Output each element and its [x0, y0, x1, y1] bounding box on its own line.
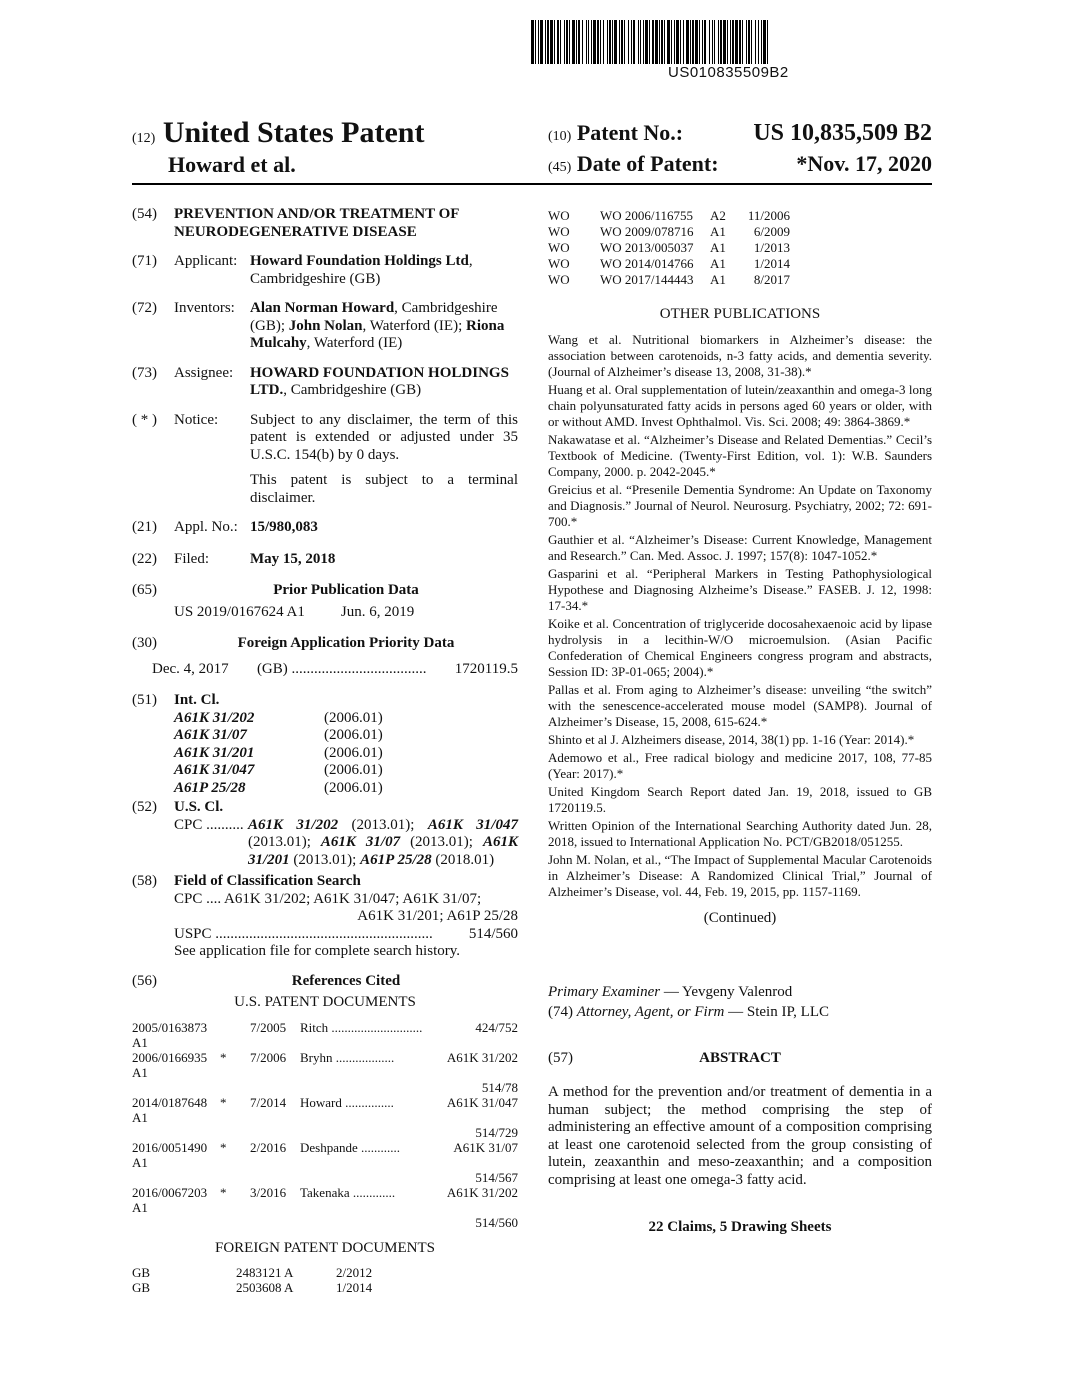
foreign-ref-country: GB: [132, 1280, 151, 1295]
us-ref-no: 2016/0067203 A1: [132, 1184, 208, 1215]
header-right: [548, 120, 932, 181]
wo-ref-country: WO: [548, 208, 570, 223]
document-title: United States Patent: [162, 116, 425, 149]
us-ref-star: *: [220, 1094, 227, 1110]
us-ref-class: A61K 31/202: [446, 1049, 518, 1065]
intcl-code: A61K 31/07: [174, 727, 247, 743]
inventor-2-loc: , Waterford (IE);: [362, 317, 467, 334]
fcs-uspc-label: USPC ..........................................................: [174, 925, 433, 942]
other-pub: Pallas et al. From aging to Alzheimer’s disease: unveiling “the switch” with the senescence-accelerated mouse model (SAMP8). Journal of Alzheimer’s Disease, 15, 2008, 615-624.*: [548, 682, 932, 729]
wo-ref-row: [548, 224, 932, 240]
abstract-text: A method for the prevention and/or treatment of dementia in a human subject; the method comprising the step of administering an effective amount of a composition comprising at least one carotenoid selected from the group consisting of lutein, zeaxanthin and meso-zeaxanthin; and a composition comprising at least one omega-3 fatty acid.: [548, 1084, 932, 1188]
intcl-code: A61P 25/28: [174, 779, 246, 796]
notice-text-1: Subject to any disclaimer, the term of this patent is extended or adjusted under 35 U.S.C. 154(b) by 0 days.: [250, 411, 518, 463]
us-ref-row: [132, 1020, 518, 1050]
wo-ref-kind: A2: [710, 208, 726, 223]
us-ref-no: 2006/0166935 A1: [132, 1049, 208, 1080]
us-ref-star: *: [220, 1049, 227, 1065]
wo-ref-no: WO 2013/005037: [600, 240, 694, 255]
cpc-4-ver: (2013.01);: [289, 851, 361, 868]
us-ref-subclass: 514/729: [475, 1124, 518, 1140]
us-ref-star: *: [220, 1139, 227, 1155]
wo-ref-row: [548, 272, 932, 288]
foreign-priority-field: [132, 635, 518, 653]
fcs-cpc-line-1: CPC .... A61K 31/202; A61K 31/047; A61K 31/07;: [174, 890, 482, 907]
code-58: (58): [132, 873, 157, 889]
notice-label: Notice:: [174, 411, 219, 428]
applicant-label: Applicant:: [174, 253, 238, 269]
wo-ref-country: WO: [548, 272, 570, 287]
wo-ref-date: 6/2009: [753, 224, 790, 239]
applicant-name: Howard Foundation Holdings Ltd: [250, 253, 469, 269]
us-ref-class: A61K 31/047: [446, 1094, 518, 1110]
wo-ref-date: 1/2013: [753, 240, 790, 255]
cpc-2-ver: (2013.01);: [248, 834, 321, 850]
intcl-version: (2006.01): [324, 762, 383, 778]
right-column: [548, 208, 932, 1235]
wo-ref-kind: A1: [710, 256, 726, 271]
other-pub: Nakawatase et al. “Alzheimer’s Disease and Related Dementias.” Cecil’s Textbook of Medicine. (Twenty-First Edition, vol. 1): W.B. Saunders Company, 2000. p. 2042-2045.*: [548, 432, 932, 479]
intcl-field: [132, 692, 518, 710]
us-ref-star: [220, 1020, 250, 1050]
invention-title: PREVENTION AND/OR TREATMENT OF NEURODEGENERATIVE DISEASE: [174, 206, 459, 240]
wo-ref-no: WO 2006/116755: [600, 208, 694, 223]
us-ref-date: 7/2006: [250, 1049, 287, 1065]
wo-ref-country: WO: [548, 224, 570, 239]
prior-pub-date: Jun. 6, 2019: [340, 603, 415, 620]
foreign-ref-date: 1/2014: [336, 1280, 373, 1295]
cpc-3-ver: (2013.01);: [400, 834, 483, 850]
code-52: (52): [132, 799, 157, 815]
other-pub: Written Opinion of the International Searching Authority dated Jun. 28, 2018, issued to International Application No. PCT/GB2018/051255.: [548, 818, 932, 849]
title-field: [132, 206, 518, 241]
cpc-prefix: CPC ..........: [174, 816, 244, 833]
intcl-code: A61K 31/201: [174, 744, 255, 761]
inventors-label: Inventors:: [174, 300, 235, 316]
other-pub: Shinto et al J. Alzheimers disease, 2014, 38(1) pp. 1-16 (Year: 2014).*: [548, 732, 915, 747]
cpc-3: A61K 31/07: [320, 834, 401, 850]
intcl-row: [174, 727, 518, 745]
intcl-list: [174, 710, 518, 798]
code-45: (45): [548, 160, 572, 175]
assignee-location: , Cambridgeshire (GB): [283, 382, 422, 398]
wo-refs-list: [548, 208, 932, 288]
wo-ref-country: WO: [548, 256, 570, 271]
us-ref-row: [132, 1185, 518, 1215]
patent-number: US 10,835,509 B2: [753, 120, 932, 146]
filed-field: [132, 551, 518, 569]
patent-date: *Nov. 17, 2020: [796, 151, 932, 176]
us-ref-class: A61K 31/202: [446, 1184, 518, 1200]
abstract-heading: ABSTRACT: [699, 1050, 781, 1066]
filed-label: Filed:: [174, 550, 210, 567]
cpc-2: A61K 31/047: [427, 816, 518, 833]
us-ref-date: 3/2016: [250, 1184, 287, 1200]
foreign-ref-country: GB: [132, 1265, 151, 1280]
wo-ref-country: WO: [548, 240, 570, 255]
header-rule: [132, 183, 932, 185]
cpc-1-ver: (2013.01);: [338, 816, 428, 833]
assignee-field: [132, 365, 518, 400]
barcode-number: US010835509B2: [668, 64, 789, 81]
foreign-docs-heading: FOREIGN PATENT DOCUMENTS: [214, 1239, 436, 1256]
appl-label: Appl. No.:: [174, 519, 238, 535]
prior-pub-number: US 2019/0167624 A1: [174, 603, 305, 620]
wo-ref-kind: A1: [710, 224, 726, 239]
inventors-field: [132, 300, 518, 353]
code-74: (74): [548, 1004, 573, 1020]
us-ref-star: *: [220, 1184, 227, 1200]
us-ref-name: Howard ...............: [300, 1094, 394, 1110]
notice-text-2: This patent is subject to a terminal disclaimer.: [250, 472, 518, 506]
code-57: (57): [548, 1050, 573, 1066]
foreign-ref-no: 2483121 A: [236, 1265, 294, 1280]
field-search: [132, 873, 518, 891]
applicant-location: , Cambridgeshire (GB): [250, 253, 473, 287]
intcl-row: [174, 780, 518, 798]
assignee-label: Assignee:: [174, 364, 234, 381]
us-ref-name: Bryhn ..................: [300, 1049, 395, 1065]
code-21: (21): [132, 519, 157, 535]
foreign-refs-list: [132, 1265, 518, 1295]
field-search-body: [174, 891, 518, 961]
intcl-version: (2006.01): [324, 744, 383, 761]
foreign-priority-row: [152, 661, 518, 679]
prior-pub-field: [132, 582, 518, 600]
us-ref-row: [132, 1050, 518, 1080]
wo-ref-no: WO 2014/014766: [600, 256, 694, 271]
foreign-priority-date: Dec. 4, 2017: [152, 660, 229, 677]
left-column: [132, 206, 518, 1295]
us-ref-name: Ritch ............................: [300, 1019, 423, 1035]
intcl-label: Int. Cl.: [174, 692, 220, 708]
code-54: (54): [132, 206, 157, 222]
us-ref-subclass: 514/567: [475, 1169, 518, 1185]
date-label: Date of Patent:: [576, 151, 719, 176]
wo-ref-date: 11/2006: [747, 208, 790, 223]
cpc-1: A61K 31/202: [248, 816, 339, 833]
intcl-code: A61K 31/202: [174, 709, 255, 726]
foreign-ref-no: 2503608 A: [236, 1280, 294, 1295]
foreign-priority-country: (GB) ....................................: [256, 660, 427, 677]
attorney-label: Attorney, Agent, or Firm: [576, 1004, 725, 1020]
code-22: (22): [132, 550, 157, 567]
uscl-field: [132, 799, 518, 817]
wo-ref-row: [548, 208, 932, 224]
wo-ref-kind: A1: [710, 272, 726, 287]
refs-cited-field: [132, 973, 518, 991]
foreign-priority-number: 1720119.5: [454, 660, 518, 677]
inventor-3-loc: , Waterford (IE): [306, 335, 403, 351]
applicant-field: [132, 253, 518, 288]
inventor-2: John Nolan: [288, 317, 363, 334]
us-ref-no: 2016/0051490 A1: [132, 1139, 208, 1170]
us-ref-class: 424/752: [475, 1019, 518, 1035]
intcl-code: A61K 31/047: [174, 762, 255, 778]
wo-ref-no: WO 2009/078716: [600, 224, 694, 239]
attorney-name: — Stein IP, LLC: [724, 1004, 829, 1020]
other-pub: Wang et al. Nutritional biomarkers in Alzheimer’s disease: the association between carotenoids, n-3 fatty acids, and dementia severity. (Journal of Alzheimer’s disease 13, 2008, 31-38).*: [548, 332, 932, 379]
foreign-ref-row: [132, 1280, 518, 1295]
us-ref-name: Deshpande ............: [300, 1139, 401, 1155]
us-ref-no: 2014/0187648 A1: [132, 1094, 208, 1125]
intcl-row: [174, 745, 518, 763]
appl-number: 15/980,083: [250, 519, 318, 535]
refs-heading: References Cited: [291, 972, 401, 989]
other-pubs-heading: OTHER PUBLICATIONS: [659, 306, 821, 322]
code-notice: ( * ): [132, 411, 157, 428]
foreign-ref-row: [132, 1265, 518, 1280]
us-refs-list: [132, 1020, 518, 1230]
us-ref-date: 2/2016: [250, 1139, 287, 1155]
code-51: (51): [132, 692, 157, 708]
cpc-5: A61P 25/28: [360, 851, 432, 868]
intcl-row: [174, 710, 518, 728]
other-pub: Ademowo et al., Free radical biology and medicine 2017, 108, 77-85 (Year: 2017).*: [548, 750, 932, 781]
code-73: (73): [132, 364, 157, 381]
field-search-label: Field of Classification Search: [174, 873, 361, 889]
prior-pub-row: [174, 604, 518, 622]
inventor-3: Riona Mulcahy: [250, 317, 505, 351]
us-ref-subclass: 514/560: [475, 1214, 518, 1230]
wo-ref-date: 1/2014: [753, 256, 790, 271]
other-pubs-list: [548, 332, 932, 900]
other-pub: Greicius et al. “Presenile Dementia Syndrome: An Update on Taxonomy and Diagnosis.” Journal of Neurol. Neurosurg. Psychiatry, 2002; 72: 691-700.*: [548, 482, 932, 529]
us-ref-subclass-row: [132, 1125, 518, 1140]
continued-note: (Continued): [703, 910, 777, 926]
cpc-5-ver: (2018.01): [431, 851, 495, 868]
inventor-1-loc: , Cambridgeshire (GB);: [250, 300, 498, 334]
claims-summary: 22 Claims, 5 Drawing Sheets: [648, 1219, 832, 1235]
code-10: (10): [548, 129, 572, 144]
foreign-priority-heading: Foreign Application Priority Data: [237, 635, 455, 651]
code-30: (30): [132, 635, 157, 651]
us-ref-subclass-row: [132, 1080, 518, 1095]
foreign-ref-date: 2/2012: [336, 1265, 373, 1280]
other-pub: Huang et al. Oral supplementation of lutein/zeaxanthin and omega-3 long chain polyunsaturated fatty acids in persons aged 60 years or older, with or without AMD. Invest Ophthalmol. Vis. Sci. 2008; 49: 3864-3869.*: [548, 382, 932, 429]
other-pub: Koike et al. Concentration of triglyceride docosahexaenoic acid by lipase hydrolysis in a lecithin-W/O microemulsion. (Asian Pacific Confederation of Chemical Engineers congress program and abstracts, Session ID: 3P-01-065; 2004).*: [548, 616, 932, 679]
intcl-version: (2006.01): [324, 709, 383, 726]
authors: Howard et al.: [168, 152, 296, 177]
header-left: [132, 116, 424, 178]
appl-field: [132, 519, 518, 537]
other-pub: Gasparini et al. “Peripheral Markers in Testing Pathophysiological Hypothese and Diagnosing Alzheime’s Disease.” FASEB. J. 12, 1998: 17-34.*: [548, 566, 932, 613]
examiner-name: — Yevgeny Valenrod: [660, 984, 793, 1000]
cpc-classes: [174, 817, 518, 870]
wo-ref-kind: A1: [710, 240, 726, 255]
us-ref-name: Takenaka .............: [300, 1184, 396, 1200]
inventor-1: Alan Norman Howard: [250, 300, 395, 316]
code-71: (71): [132, 253, 157, 269]
code-12: (12): [132, 131, 156, 146]
patent-no-label: Patent No.:: [576, 120, 684, 145]
wo-ref-row: [548, 240, 932, 256]
cpc-4: A61K 31/201: [248, 834, 518, 868]
wo-ref-no: WO 2017/144443: [600, 272, 694, 287]
intcl-version: (2006.01): [324, 727, 383, 743]
wo-ref-row: [548, 256, 932, 272]
us-ref-date: 7/2005: [250, 1019, 287, 1035]
barcode-bar: [768, 20, 770, 64]
uscl-label: U.S. Cl.: [174, 799, 224, 815]
assignee-name: HOWARD FOUNDATION HOLDINGS LTD.: [250, 364, 509, 398]
other-pub: John M. Nolan, et al., “The Impact of Supplemental Macular Carotenoids in Alzheimer’s Disease: A Randomized Clinical Trial,” Journal of Alzheimer’s Disease, vol. 44, Feb. 19, 2015, pp. 1157-1169.: [548, 852, 932, 899]
us-ref-no: 2005/0163873 A1: [132, 1019, 208, 1050]
code-56: (56): [132, 972, 157, 989]
us-docs-heading: U.S. PATENT DOCUMENTS: [234, 994, 416, 1010]
intcl-version: (2006.01): [324, 779, 383, 796]
fcs-cpc-line-2: A61K 31/201; A61P 25/28: [357, 908, 518, 924]
filed-date: May 15, 2018: [250, 550, 336, 567]
examiner-label: Primary Examiner: [548, 984, 661, 1000]
code-72: (72): [132, 300, 157, 316]
us-ref-subclass-row: [132, 1215, 518, 1230]
us-ref-row: [132, 1095, 518, 1125]
code-65: (65): [132, 582, 157, 598]
abstract-heading-row: [548, 1050, 932, 1066]
other-pub: United Kingdom Search Report dated Jan. 19, 2018, issued to GB 1720119.5.: [548, 784, 932, 815]
us-ref-row: [132, 1140, 518, 1170]
prior-pub-heading: Prior Publication Data: [273, 582, 419, 598]
wo-ref-date: 8/2017: [753, 272, 790, 287]
us-ref-class: A61K 31/07: [453, 1139, 518, 1155]
examiner-block: [548, 982, 932, 1022]
us-ref-date: 7/2014: [250, 1094, 287, 1110]
intcl-row: [174, 762, 518, 780]
us-ref-subclass: 514/78: [481, 1079, 518, 1095]
barcode: [531, 20, 932, 64]
fcs-note: See application file for complete search history.: [174, 943, 461, 959]
fcs-uspc: 514/560: [468, 925, 518, 942]
notice-field: [132, 412, 518, 508]
other-pub: Gauthier et al. “Alzheimer’s Disease: Current Knowledge, Management and Research.” Can. Med. Assoc. J. 1997; 157(8): 1047-1052.*: [548, 532, 932, 563]
us-ref-subclass-row: [132, 1170, 518, 1185]
